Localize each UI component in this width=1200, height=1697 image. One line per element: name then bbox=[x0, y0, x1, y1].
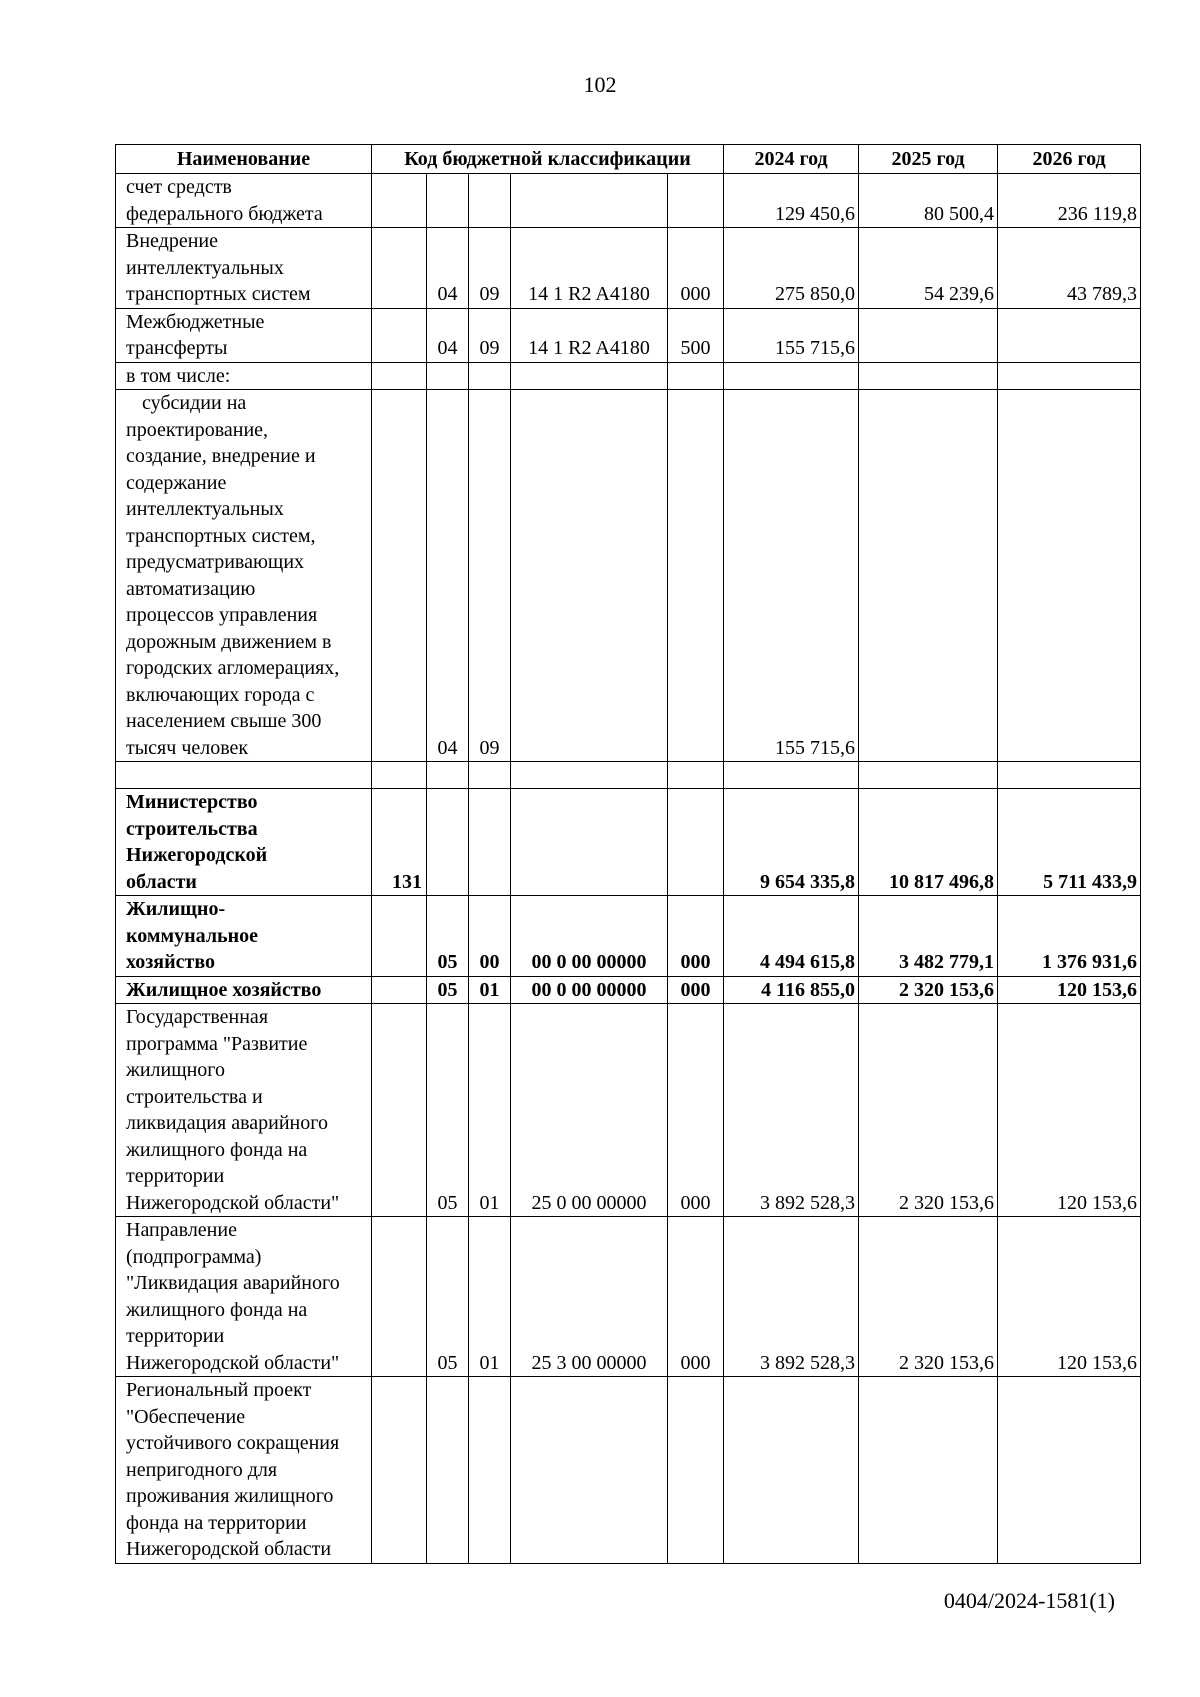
cell-rz: 05 bbox=[427, 1217, 469, 1377]
cell-2026: 120 153,6 bbox=[998, 1217, 1141, 1377]
row-name bbox=[116, 789, 372, 896]
row-name-line: городских агломерациях, bbox=[126, 657, 340, 679]
cell-gr bbox=[372, 362, 427, 390]
cell-2024 bbox=[724, 762, 859, 789]
cell-2026: 120 153,6 bbox=[998, 976, 1141, 1004]
cell-2025 bbox=[859, 362, 998, 390]
table-row bbox=[116, 390, 1141, 762]
row-name bbox=[116, 762, 372, 789]
header-name: Наименование bbox=[116, 145, 372, 174]
row-name-line: Нижегородской области bbox=[126, 1538, 332, 1560]
cell-vr: 500 bbox=[668, 308, 724, 362]
cell-gr bbox=[372, 1217, 427, 1377]
row-name-line: Внедрение bbox=[126, 230, 218, 252]
row-name bbox=[116, 896, 372, 977]
row-name-line: "Обеспечение bbox=[126, 1405, 246, 1428]
row-name-line: непригодного для bbox=[126, 1458, 278, 1481]
cell-vr bbox=[668, 789, 724, 896]
cell-csr bbox=[511, 762, 668, 789]
cell-2024: 4 494 615,8 bbox=[724, 896, 859, 977]
row-name bbox=[116, 174, 372, 228]
row-name bbox=[116, 1377, 372, 1564]
cell-rz: 05 bbox=[427, 976, 469, 1004]
cell-rz: 04 bbox=[427, 308, 469, 362]
row-name bbox=[116, 228, 372, 309]
cell-pr: 01 bbox=[469, 1217, 511, 1377]
table-row bbox=[116, 362, 1141, 390]
cell-gr bbox=[372, 228, 427, 309]
cell-2026 bbox=[998, 308, 1141, 362]
table-header bbox=[116, 145, 1141, 174]
table-row bbox=[116, 1217, 1141, 1377]
cell-vr: 000 bbox=[668, 976, 724, 1004]
cell-2025 bbox=[859, 308, 998, 362]
row-name bbox=[116, 308, 372, 362]
header-code: Код бюджетной классификации bbox=[372, 145, 724, 174]
row-name-line: жилищного фонда на bbox=[126, 1298, 308, 1321]
row-name bbox=[116, 976, 372, 1004]
cell-rz: 05 bbox=[427, 1004, 469, 1217]
cell-2024: 4 116 855,0 bbox=[724, 976, 859, 1004]
row-name-line: субсидии на bbox=[142, 392, 247, 414]
cell-vr bbox=[668, 1377, 724, 1564]
cell-pr bbox=[469, 362, 511, 390]
row-name-line: включающих города с bbox=[126, 683, 315, 706]
table-row bbox=[116, 789, 1141, 896]
cell-gr: 131 bbox=[372, 789, 427, 896]
cell-csr: 25 3 00 00000 bbox=[511, 1217, 668, 1377]
cell-rz: 05 bbox=[427, 896, 469, 977]
cell-2026: 5 711 433,9 bbox=[998, 789, 1141, 896]
row-name-line: интеллектуальных bbox=[126, 498, 284, 520]
row-name-line: счет средств bbox=[126, 176, 232, 198]
row-name-line: дорожным движением в bbox=[126, 630, 332, 653]
cell-gr bbox=[372, 308, 427, 362]
row-name-line: жилищного фонда на bbox=[126, 1138, 308, 1161]
cell-2025: 80 500,4 bbox=[859, 174, 998, 228]
row-name-line: устойчивого сокращения bbox=[126, 1432, 340, 1454]
row-name-line: тысяч человек bbox=[126, 736, 249, 759]
cell-2025: 54 239,6 bbox=[859, 228, 998, 309]
table-row bbox=[116, 1004, 1141, 1217]
row-name bbox=[116, 362, 372, 390]
cell-2025: 2 320 153,6 bbox=[859, 1217, 998, 1377]
row-name-line: (подпрограмма) bbox=[126, 1245, 262, 1268]
row-name-line: Нижегородской области" bbox=[126, 1351, 340, 1374]
row-name-line: проектирование, bbox=[126, 418, 269, 441]
table-row bbox=[116, 308, 1141, 362]
row-name-line: "Ликвидация аварийного bbox=[126, 1272, 340, 1294]
cell-vr bbox=[668, 174, 724, 228]
table-row bbox=[116, 976, 1141, 1004]
row-name-line: строительства bbox=[126, 817, 258, 840]
row-name-line: проживания жилищного bbox=[126, 1485, 334, 1507]
cell-2026 bbox=[998, 762, 1141, 789]
row-name-line: транспортных систем, bbox=[126, 524, 316, 547]
row-name-line: интеллектуальных bbox=[126, 256, 284, 279]
cell-2024: 129 450,6 bbox=[724, 174, 859, 228]
cell-rz: 04 bbox=[427, 228, 469, 309]
row-name-line: автоматизацию bbox=[126, 577, 256, 600]
document-number: 0404/2024-1581(1) bbox=[943, 1588, 1115, 1613]
cell-2024: 155 715,6 bbox=[724, 308, 859, 362]
cell-csr: 00 0 00 00000 bbox=[511, 976, 668, 1004]
cell-csr: 14 1 R2 A4180 bbox=[511, 228, 668, 309]
table-row bbox=[116, 896, 1141, 977]
row-name-line: области bbox=[126, 870, 197, 893]
table-row bbox=[116, 762, 1141, 789]
cell-vr bbox=[668, 762, 724, 789]
cell-rz bbox=[427, 1377, 469, 1564]
cell-rz bbox=[427, 762, 469, 789]
cell-gr bbox=[372, 1377, 427, 1564]
cell-2024 bbox=[724, 362, 859, 390]
row-name-line: транспортных систем bbox=[126, 283, 311, 305]
budget-table bbox=[115, 144, 1141, 1564]
cell-2024: 3 892 528,3 bbox=[724, 1004, 859, 1217]
cell-vr bbox=[668, 390, 724, 762]
cell-pr bbox=[469, 789, 511, 896]
cell-rz bbox=[427, 789, 469, 896]
row-name-line: в том числе: bbox=[126, 364, 231, 387]
row-name-line: Министерство bbox=[126, 791, 258, 813]
cell-2026: 43 789,3 bbox=[998, 228, 1141, 309]
cell-2026 bbox=[998, 362, 1141, 390]
row-name-line: территории bbox=[126, 1325, 225, 1347]
page-number: 102 bbox=[583, 72, 617, 97]
row-name-line: процессов управления bbox=[126, 604, 318, 626]
cell-vr: 000 bbox=[668, 228, 724, 309]
cell-pr: 09 bbox=[469, 228, 511, 309]
cell-pr: 01 bbox=[469, 976, 511, 1004]
table-row bbox=[116, 174, 1141, 228]
cell-csr: 14 1 R2 A4180 bbox=[511, 308, 668, 362]
cell-pr: 01 bbox=[469, 1004, 511, 1217]
row-name-line: федерального бюджета bbox=[126, 202, 323, 225]
cell-2025 bbox=[859, 1377, 998, 1564]
row-name-line: коммунальное bbox=[126, 924, 259, 947]
cell-2024: 155 715,6 bbox=[724, 390, 859, 762]
cell-csr bbox=[511, 362, 668, 390]
row-name-line: Направление bbox=[126, 1219, 237, 1241]
cell-gr bbox=[372, 896, 427, 977]
cell-gr bbox=[372, 762, 427, 789]
cell-rz bbox=[427, 362, 469, 390]
header-2024: 2024 год bbox=[724, 145, 859, 174]
header-2026: 2026 год bbox=[998, 145, 1141, 174]
cell-2025: 10 817 496,8 bbox=[859, 789, 998, 896]
row-name-line: Нижегородской bbox=[126, 844, 268, 866]
row-name-line: создание, внедрение и bbox=[126, 445, 316, 467]
cell-pr: 00 bbox=[469, 896, 511, 977]
table-body bbox=[116, 174, 1141, 1564]
row-name-line: территории bbox=[126, 1165, 225, 1187]
header-2025: 2025 год bbox=[859, 145, 998, 174]
cell-rz bbox=[427, 174, 469, 228]
cell-csr: 00 0 00 00000 bbox=[511, 896, 668, 977]
cell-rz: 04 bbox=[427, 390, 469, 762]
cell-vr: 000 bbox=[668, 896, 724, 977]
row-name-line: содержание bbox=[126, 471, 227, 494]
table-row bbox=[116, 228, 1141, 309]
row-name-line: Межбюджетные bbox=[126, 310, 265, 333]
cell-vr bbox=[668, 362, 724, 390]
cell-pr: 09 bbox=[469, 308, 511, 362]
row-name-line: хозяйство bbox=[126, 951, 215, 973]
row-name-line: Нижегородской области" bbox=[126, 1191, 340, 1214]
cell-gr bbox=[372, 976, 427, 1004]
row-name bbox=[116, 1004, 372, 1217]
cell-gr bbox=[372, 1004, 427, 1217]
cell-2025 bbox=[859, 390, 998, 762]
cell-csr bbox=[511, 1377, 668, 1564]
cell-2024: 275 850,0 bbox=[724, 228, 859, 309]
cell-2026 bbox=[998, 1377, 1141, 1564]
row-name-line: предусматривающих bbox=[126, 551, 305, 573]
row-name-line: строительства и bbox=[126, 1085, 263, 1108]
row-name-line: Жилищно- bbox=[126, 898, 226, 920]
cell-gr bbox=[372, 390, 427, 762]
row-name-line: трансферты bbox=[126, 337, 228, 359]
cell-2026: 120 153,6 bbox=[998, 1004, 1141, 1217]
cell-csr bbox=[511, 789, 668, 896]
cell-2025: 2 320 153,6 bbox=[859, 976, 998, 1004]
cell-pr: 09 bbox=[469, 390, 511, 762]
row-name-line: Региональный проект bbox=[126, 1379, 312, 1401]
cell-2024 bbox=[724, 1377, 859, 1564]
cell-csr bbox=[511, 390, 668, 762]
cell-2026: 236 119,8 bbox=[998, 174, 1141, 228]
cell-2025 bbox=[859, 762, 998, 789]
row-name-line: Жилищное хозяйство bbox=[126, 978, 322, 1001]
cell-csr bbox=[511, 174, 668, 228]
row-name-line: ликвидация аварийного bbox=[126, 1112, 328, 1134]
cell-pr bbox=[469, 174, 511, 228]
cell-pr bbox=[469, 1377, 511, 1564]
row-name-line: фонда на территории bbox=[126, 1511, 307, 1534]
cell-vr: 000 bbox=[668, 1217, 724, 1377]
cell-2024: 9 654 335,8 bbox=[724, 789, 859, 896]
cell-pr bbox=[469, 762, 511, 789]
cell-gr bbox=[372, 174, 427, 228]
cell-2026: 1 376 931,6 bbox=[998, 896, 1141, 977]
cell-2025: 3 482 779,1 bbox=[859, 896, 998, 977]
row-name-line: населением свыше 300 bbox=[126, 710, 322, 732]
row-name bbox=[116, 390, 372, 762]
row-name-line: программа "Развитие bbox=[126, 1032, 308, 1055]
table-row bbox=[116, 1377, 1141, 1564]
row-name-line: Государственная bbox=[126, 1006, 269, 1028]
cell-2026 bbox=[998, 390, 1141, 762]
cell-vr: 000 bbox=[668, 1004, 724, 1217]
row-name bbox=[116, 1217, 372, 1377]
cell-2025: 2 320 153,6 bbox=[859, 1004, 998, 1217]
row-name-line: жилищного bbox=[126, 1059, 226, 1081]
cell-csr: 25 0 00 00000 bbox=[511, 1004, 668, 1217]
cell-2024: 3 892 528,3 bbox=[724, 1217, 859, 1377]
